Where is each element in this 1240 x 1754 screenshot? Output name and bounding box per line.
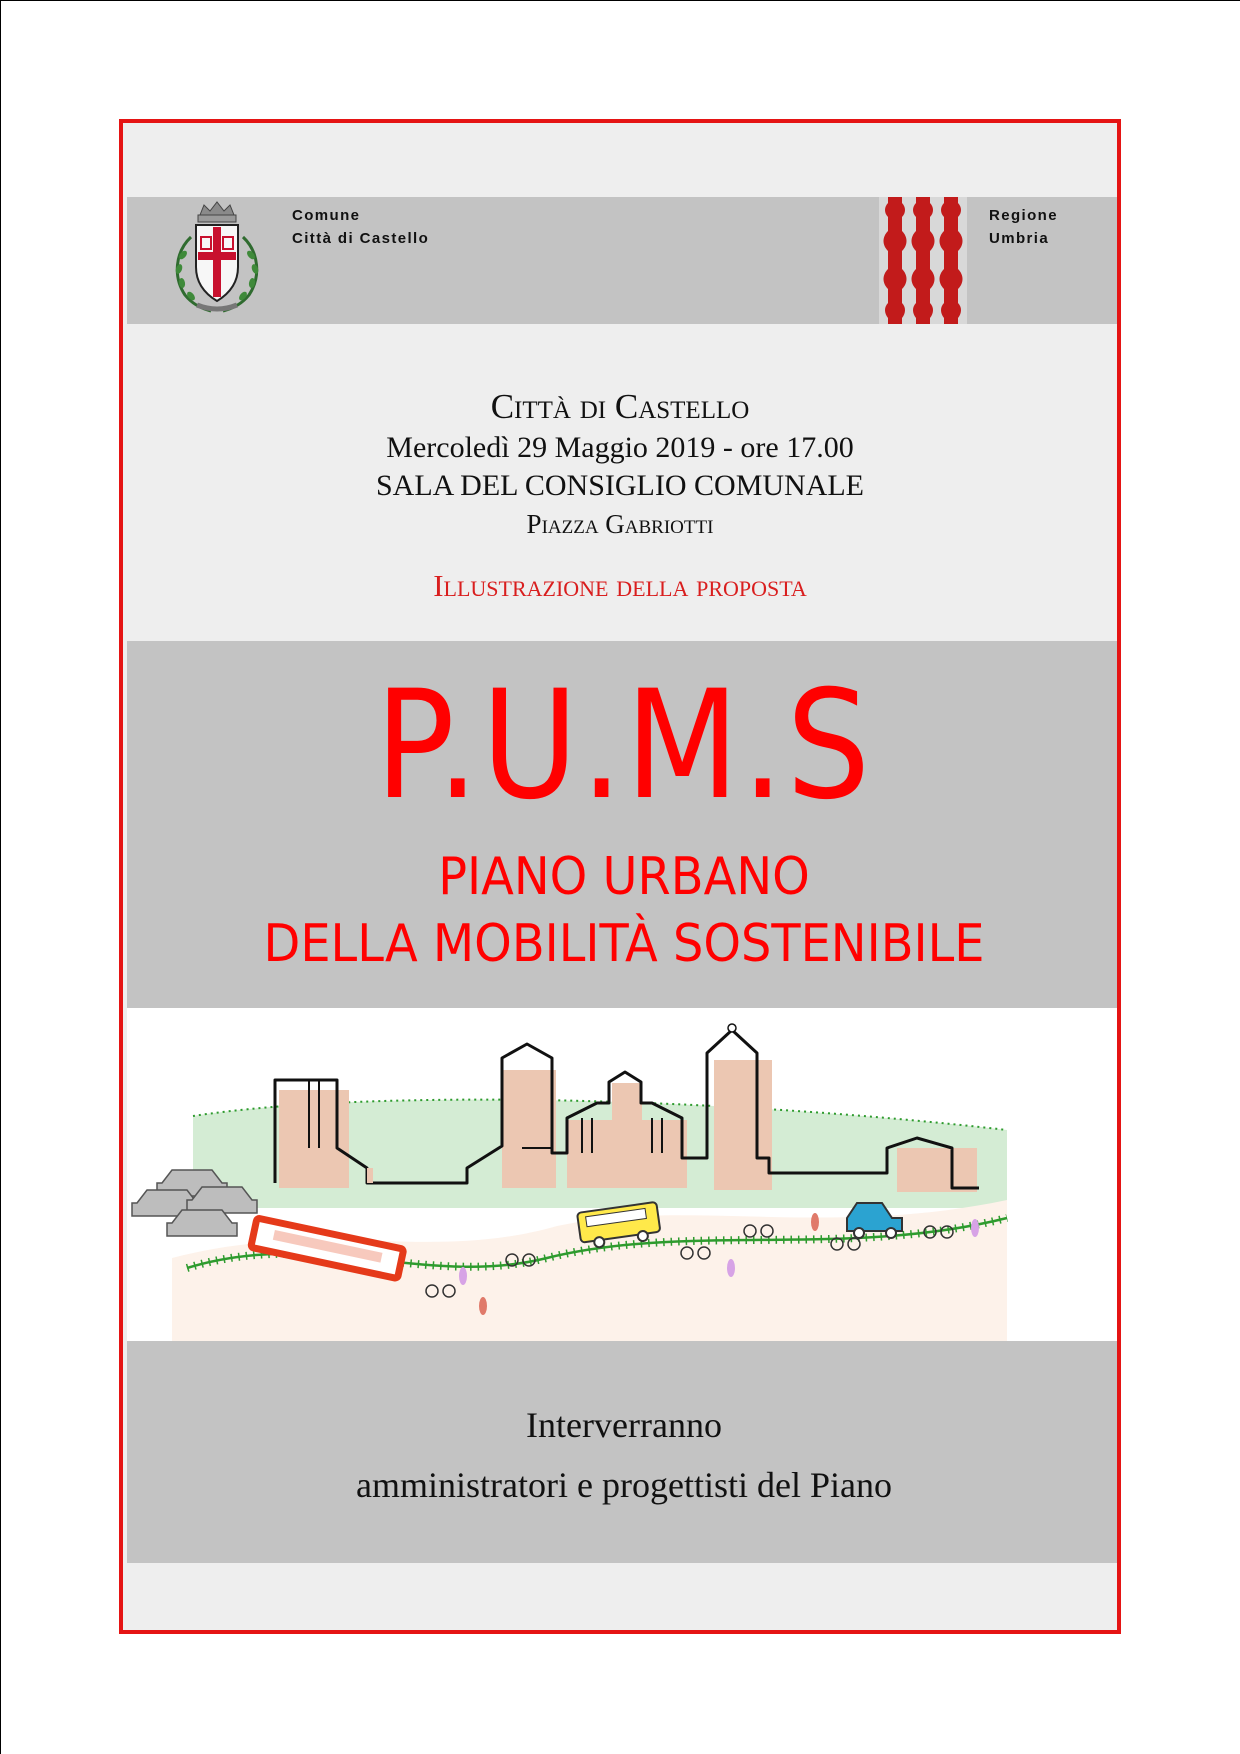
comune-line: Comune bbox=[292, 207, 361, 224]
skyline-illustration bbox=[127, 1008, 1121, 1341]
event-info bbox=[123, 385, 1117, 605]
footer-band bbox=[127, 1341, 1121, 1563]
comune-name-line: Città di Castello bbox=[292, 230, 430, 247]
regione-line: Regione bbox=[989, 207, 1058, 224]
event-address: Piazza Gabriotti bbox=[526, 509, 714, 539]
regione-label bbox=[989, 204, 1058, 250]
city-mobility-illustration bbox=[127, 1008, 1121, 1341]
header-band bbox=[127, 197, 1121, 324]
event-subtitle: Illustrazione della proposta bbox=[433, 568, 807, 603]
event-datetime: Mercoledì 29 Maggio 2019 - ore 17.00 bbox=[386, 431, 854, 464]
plan-title-line1: PIANO URBANO bbox=[438, 847, 810, 907]
regione-umbria-logo-icon bbox=[879, 197, 967, 324]
plan-title-line2: DELLA MOBILITÀ SOSTENIBILE bbox=[263, 914, 985, 974]
comune-label bbox=[292, 204, 429, 250]
title-band bbox=[127, 641, 1121, 1008]
speakers-intro: Interverranno bbox=[526, 1405, 722, 1445]
speakers-list: amministratori e progettisti del Piano bbox=[356, 1465, 892, 1505]
plan-acronym: P.U.M.S bbox=[375, 659, 873, 833]
event-venue: SALA DEL CONSIGLIO COMUNALE bbox=[375, 469, 865, 502]
regione-name-line: Umbria bbox=[989, 230, 1050, 247]
event-city: Città di Castello bbox=[490, 387, 750, 426]
poster bbox=[119, 119, 1121, 1634]
coat-of-arms-icon bbox=[167, 197, 267, 324]
